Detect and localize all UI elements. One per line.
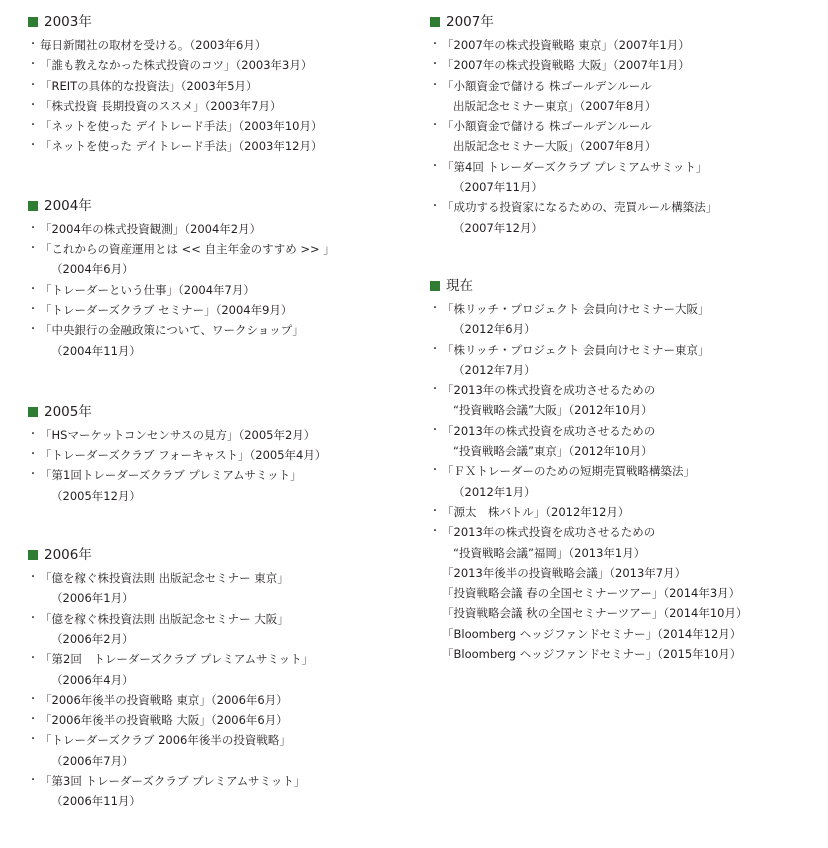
section-heading [28,545,418,565]
square-bullet-icon [28,407,38,417]
section-heading-text: 2006年 [44,547,92,564]
event-date: （2012年6月） [453,322,536,337]
square-bullet-icon [430,17,440,27]
square-bullet-icon [28,201,38,211]
event-item [430,603,825,623]
event-item [430,502,825,522]
event-date: “投資戦略会議”大阪」（2012年10月） [453,403,653,418]
event-item [28,96,418,116]
event-date: （2006年2月） [51,631,134,646]
event-title: 「トレーダーズクラブ 2006年後半の投資戦略」 [40,733,291,748]
event-title: 「2013年の株式投資を成功させるための [442,383,656,398]
event-title: 「2006年後半の投資戦略 大阪」（2006年6月） [40,713,288,728]
event-title: 「HSマーケットコンセンサスの見方」（2005年2月） [40,427,316,442]
event-title: 「トレーダーズクラブ フォーキャスト」（2005年4月） [40,448,327,463]
right-column [430,12,825,664]
event-item [28,730,418,771]
left-column [28,12,418,812]
event-item [430,421,825,462]
section-heading-text: 2007年 [446,14,494,30]
year-section [28,545,418,812]
section-spacer [28,361,418,402]
event-item [28,76,418,96]
event-title: 「誰も教えなかった株式投資のコツ」（2003年3月） [40,58,313,73]
event-item [28,568,418,609]
square-bullet-icon [28,550,38,560]
event-item [28,649,418,690]
event-item [430,299,825,340]
event-title: 「第1回トレーダーズクラブ プレミアムサミット」 [40,468,302,483]
event-date: 出版記念セミナー東京」（2007年8月） [453,98,657,113]
event-date: （2006年11月） [51,794,141,809]
section-heading [28,12,418,32]
event-title: 「投資戦略会議 秋の全国セミナーツアー」（2014年10月） [442,606,748,621]
event-item [28,219,418,239]
event-item [430,157,825,198]
year-section [28,402,418,506]
event-title: 「中央銀行の金融政策について、ワークショップ」 [40,323,304,338]
section-heading-text: 2004年 [44,197,92,214]
section-heading-text: 2003年 [44,14,92,30]
event-date: （2005年12月） [51,488,141,503]
event-list [430,35,825,238]
event-item [430,76,825,117]
event-title: 「トレーダーという仕事」（2004年7月） [40,282,255,297]
event-item [430,461,825,502]
event-title: 「REITの具体的な投資法」（2003年5月） [40,78,258,93]
event-item [28,710,418,730]
event-list [28,35,418,157]
event-item [28,280,418,300]
event-date: （2004年6月） [51,262,134,277]
event-title: 「投資戦略会議 春の全国セミナーツアー」（2014年3月） [442,586,741,601]
event-title: 「2007年の株式投資戦略 東京」（2007年1月） [442,38,690,52]
event-date: 出版記念セミナー大阪」（2007年8月） [453,139,657,154]
event-list [430,299,825,664]
event-title: 「億を稼ぐ株投資法則 出版記念セミナー 大阪」 [40,611,289,626]
event-item [430,522,825,563]
event-date: “投資戦略会議”福岡」（2013年1月） [453,545,646,560]
event-title: 「2013年の株式投資を成功させるための [442,525,656,540]
square-bullet-icon [28,17,38,27]
event-title: 「2013年の株式投資を成功させるための [442,423,656,438]
event-list [28,568,418,812]
event-title: 「株リッチ・プロジェクト 会員向けセミナー東京」 [442,342,710,357]
year-section [28,12,418,157]
event-item [430,116,825,157]
event-title: 「株式投資 長期投資のススメ」（2003年7月） [40,98,282,113]
event-title: 「小額資金で儲ける 株ゴールデンルール [442,78,652,93]
section-heading [430,12,825,32]
section-heading [430,276,825,296]
section-spacer [28,157,418,196]
event-title: 「成功する投資家になるための、売買ルール構築法」 [442,200,718,215]
event-date: （2006年4月） [51,672,134,687]
event-item [28,465,418,506]
event-item [430,583,825,603]
event-item [28,425,418,445]
event-item [430,563,825,583]
event-title: 毎日新聞社の取材を受ける。（2003年6月） [40,38,267,52]
event-item [430,644,825,664]
section-spacer [28,506,418,545]
event-date: （2012年7月） [453,362,536,377]
event-list [28,425,418,506]
event-item [28,771,418,812]
event-date: “投資戦略会議”東京」（2012年10月） [453,444,653,459]
event-item [28,55,418,75]
event-title: 「2013年後半の投資戦略会議」（2013年7月） [442,565,687,580]
event-item [430,35,825,55]
year-section [430,12,825,238]
event-item [28,300,418,320]
event-item [430,340,825,381]
section-spacer [430,238,825,276]
event-title: 「第3回 トレーダーズクラブ プレミアムサミット」 [40,774,306,789]
event-list [28,219,418,361]
event-item [28,116,418,136]
section-heading [28,196,418,216]
event-item [430,197,825,238]
event-item [430,624,825,644]
event-item [28,35,418,55]
event-title: 「Bloomberg ヘッジファンドセミナー」（2014年12月） [442,626,742,641]
event-title: 「2006年後半の投資戦略 東京」（2006年6月） [40,692,288,707]
event-date: （2012年1月） [453,484,536,499]
section-heading-text: 2005年 [44,403,92,420]
event-title: 「ネットを使った デイトレード手法」（2003年12月） [40,139,323,154]
event-item [28,320,418,361]
event-title: 「ネットを使った デイトレード手法」（2003年10月） [40,119,323,134]
event-title: 「2004年の株式投資観測」（2004年2月） [40,221,262,236]
event-date: （2004年11月） [51,343,141,358]
year-section [430,276,825,664]
event-item [28,136,418,156]
event-date: （2007年11月） [453,180,543,195]
event-item [430,380,825,421]
event-title: 「これからの資産運用とは << 自主年金のすすめ >> 」 [40,242,335,257]
event-item [28,690,418,710]
event-item [430,55,825,75]
event-item [28,609,418,650]
event-date: （2006年1月） [51,591,134,606]
event-title: 「トレーダーズクラブ セミナー」（2004年9月） [40,302,293,317]
event-title: 「Bloomberg ヘッジファンドセミナー」（2015年10月） [442,647,742,662]
year-section [28,196,418,361]
event-title: 「2007年の株式投資戦略 大阪」（2007年1月） [442,58,690,73]
square-bullet-icon [430,281,440,291]
event-item [28,239,418,280]
event-title: 「億を稼ぐ株投資法則 出版記念セミナー 東京」 [40,571,289,586]
event-title: 「源太 株バトル」（2012年12月） [442,504,630,519]
event-title: 「第2回 トレーダーズクラブ プレミアムサミット」 [40,652,314,667]
event-item [28,445,418,465]
event-date: （2007年12月） [453,220,543,235]
event-title: 「第4回 トレーダーズクラブ プレミアムサミット」 [442,159,708,174]
event-title: 「小額資金で儲ける 株ゴールデンルール [442,119,652,134]
event-title: 「株リッチ・プロジェクト 会員向けセミナー大阪」 [442,301,710,316]
event-title: 「ＦＸトレーダーのための短期売買戦略構築法」 [442,464,695,479]
section-heading [28,402,418,422]
section-heading-text: 現在 [446,277,473,294]
event-date: （2006年7月） [51,753,134,768]
